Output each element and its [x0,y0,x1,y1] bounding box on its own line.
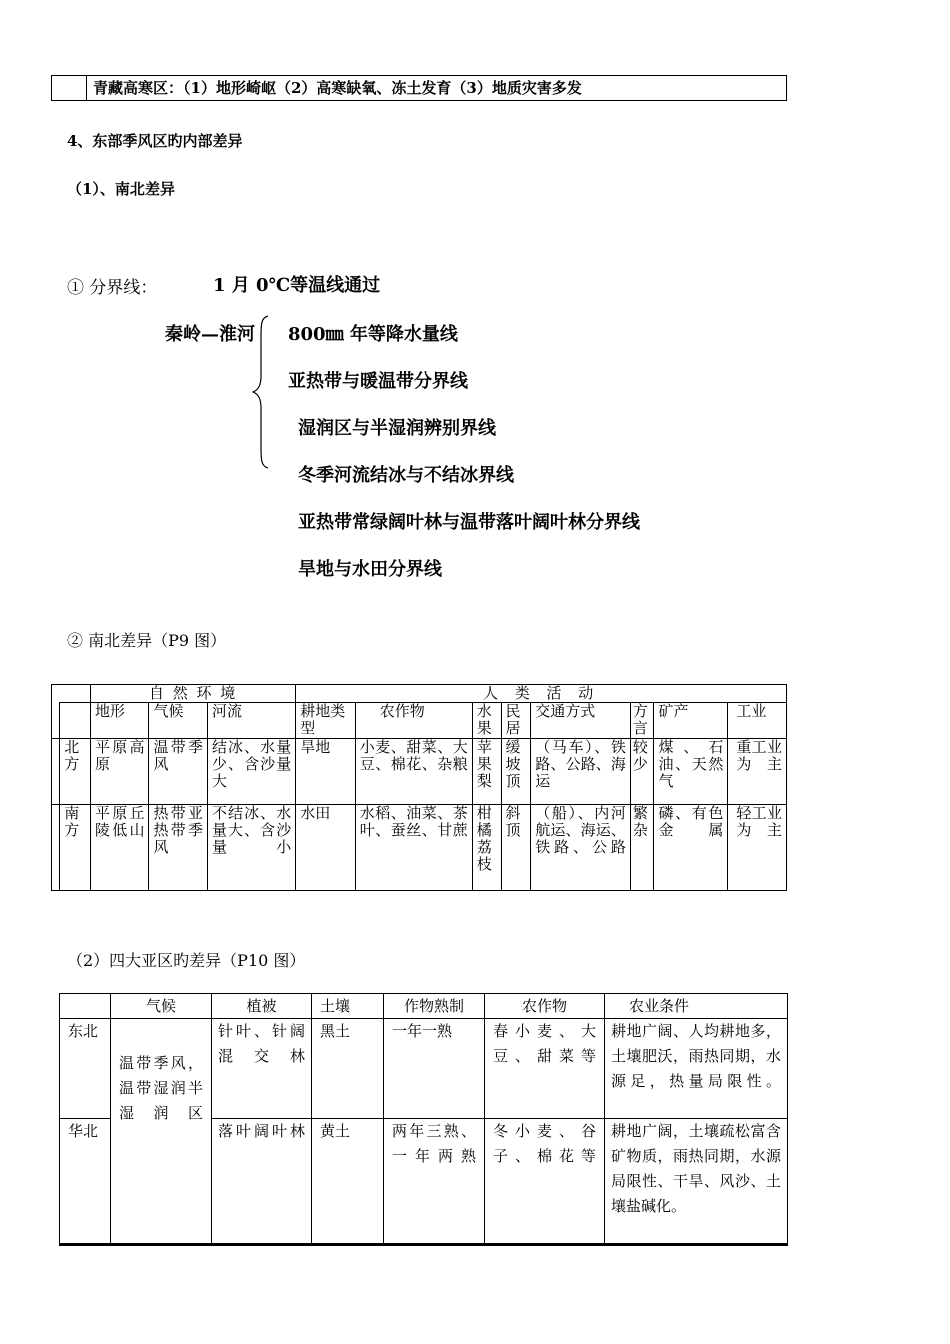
sub-header-vegetation: 植被 [212,994,312,1019]
sub2-caption: （2）四大亚区旳差异（P10 图） [67,951,306,970]
boundary-item-1: 800㎜ 年等降水量线 [288,324,458,345]
top-row-empty-cell [52,76,87,101]
sub-header-conditions: 农业条件 [605,994,788,1019]
cell-south-crops: 水稻、油菜、茶叶、蚕丝、甘蔗 [355,805,472,891]
table-row-region-south: 南方 [60,805,91,891]
cell-shared-climate: 温带季风，温带湿润半湿润区 [111,1019,212,1245]
ns-diff-table [51,684,787,891]
cell-south-terrain: 平原丘陵低山 [90,805,149,891]
sub-header-empty [60,994,111,1019]
group-header-empty [52,685,91,703]
sub-header-soil: 土壤 [312,994,384,1019]
row-gap [52,739,60,805]
header-farmland: 耕地类型 [296,703,356,739]
row-gap [52,805,60,891]
header-mineral: 矿产 [654,703,728,739]
boundary-item-4: 冬季河流结冰与不结冰界线 [298,465,514,486]
boundary-item-6: 旱地与水田分界线 [298,559,442,580]
header-dialect: 方言 [630,703,654,739]
header-climate: 气候 [149,703,208,739]
ns-diff-caption: ② 南北差异（P9 图） [67,631,227,650]
table-row-region-northchina: 华北 [60,1119,111,1245]
sub-header-crops: 农作物 [485,994,605,1019]
header-river: 河流 [207,703,295,739]
header-gap [52,703,60,739]
cell-ne-cropping-system: 一年一熟 [384,1019,485,1119]
cell-north-farmland: 旱地 [296,739,356,805]
cell-ne-soil: 黑土 [312,1019,384,1119]
boundary-item-3: 湿润区与半湿润辨别界线 [298,418,496,439]
header-region-empty [60,703,91,739]
cell-south-river: 不结冰、水量大、含沙量小 [207,805,295,891]
cell-south-fruit: 柑橘荔枝 [472,805,501,891]
sub-header-cropping-system: 作物熟制 [384,994,485,1019]
header-industry: 工业 [728,703,787,739]
boundary-label: ① 分界线： [67,278,158,298]
cell-ne-crops: 春小麦、大豆、甜菜等 [485,1019,605,1119]
cell-north-river: 结冰、水量少、含沙量大 [207,739,295,805]
sub-header-climate: 气候 [111,994,212,1019]
cell-nc-soil: 黄土 [312,1119,384,1245]
cell-south-mineral: 磷、有色金属 [654,805,728,891]
cell-north-fruit: 苹果梨 [472,739,501,805]
header-transport: 交通方式 [531,703,631,739]
cell-south-housing: 斜顶 [501,805,531,891]
section4-title: 4、东部季风区旳内部差异 [67,132,243,150]
header-fruit: 水果 [472,703,501,739]
cell-north-terrain: 平原高原 [90,739,149,805]
boundary-item-2: 亚热带与暖温带分界线 [288,371,468,392]
cell-ne-conditions: 耕地广阔、人均耕地多，土壤肥沃，雨热同期，水源足，热量局限性。 [605,1019,788,1119]
cell-nc-cropping-system: 两年三熟、一年两熟 [384,1119,485,1245]
sub1-title: （1）、南北差异 [67,180,175,198]
header-terrain: 地形 [90,703,149,739]
subregion-table [59,993,788,1246]
cell-south-farmland: 水田 [296,805,356,891]
cell-nc-crops: 冬小麦、谷子、棉花等 [485,1119,605,1245]
cell-south-climate: 热带亚热带季风 [149,805,208,891]
boundary-name: 秦岭—淮河 [165,324,255,345]
cell-south-industry: 轻工业为主 [728,805,787,891]
group-header-nature: 自 然 环 境 [90,685,295,703]
top-row-table [51,75,787,101]
cell-north-crops: 小麦、甜菜、大豆、棉花、杂粮 [355,739,472,805]
table-row-region-north: 北方 [60,739,91,805]
cell-south-dialect: 繁杂 [630,805,654,891]
top-row-text: 青藏高寒区：（1）地形崎岖（2）高寒缺氧、冻土发育（3）地质灾害多发 [87,76,787,101]
header-crops: 农作物 [355,703,472,739]
header-housing: 民居 [501,703,531,739]
cell-north-transport: （马车）、铁路、公路、海运 [531,739,631,805]
boundary-item-5: 亚热带常绿阔叶林与温带落叶阔叶林分界线 [298,512,640,533]
group-header-human: 人 类 活 动 [296,685,787,703]
boundary-isotherm: 1 月 0℃等温线通过 [213,275,381,296]
curly-brace [251,314,271,470]
cell-nc-conditions: 耕地广阔，土壤疏松富含矿物质，雨热同期，水源局限性、干旱、风沙、土壤盐碱化。 [605,1119,788,1245]
cell-north-dialect: 较少 [630,739,654,805]
cell-south-transport: （船）、内河航运、海运、铁路、公路 [531,805,631,891]
cell-north-industry: 重工业为主 [728,739,787,805]
cell-north-mineral: 煤、石油、天然气 [654,739,728,805]
cell-ne-vegetation: 针叶、针阔混交林 [212,1019,312,1119]
table-row-region-northeast: 东北 [60,1019,111,1119]
cell-nc-vegetation: 落叶阔叶林 [212,1119,312,1245]
cell-north-housing: 缓坡顶 [501,739,531,805]
cell-north-climate: 温带季风 [149,739,208,805]
